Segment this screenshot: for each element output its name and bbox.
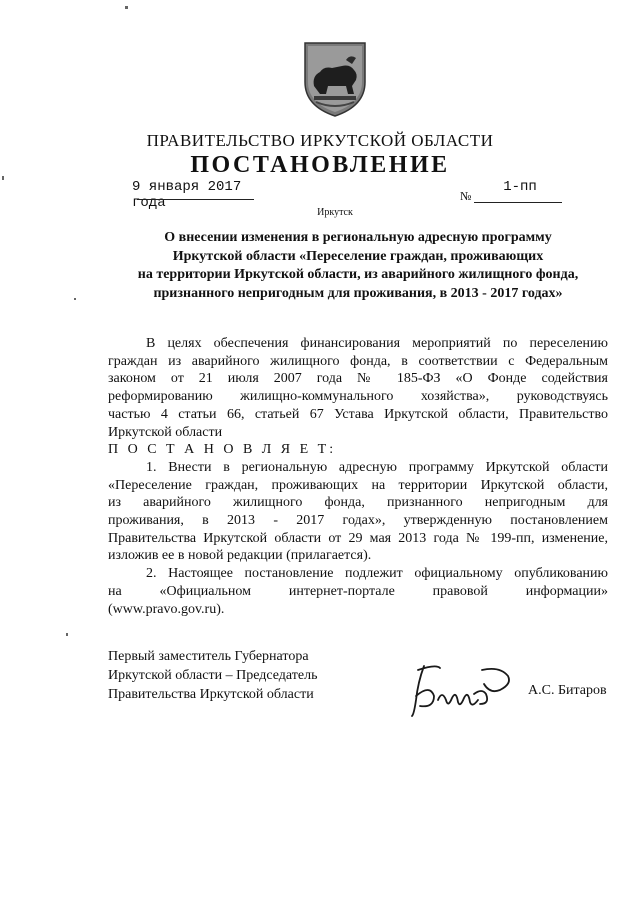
city-name: Иркутск <box>317 207 353 218</box>
heading-line: на территории Иркутской области, из аварийного жилищного фонда, <box>137 267 579 282</box>
government-name: ПРАВИТЕЛЬСТВО ИРКУТСКОЙ ОБЛАСТИ <box>146 131 494 150</box>
document-heading <box>108 229 608 303</box>
signatory-name: А.С. Битаров <box>528 683 607 698</box>
preamble-line: законом от 21 июля 2007 года № 185-ФЗ «О Фонде содействия <box>108 371 608 387</box>
document-number: 1-пп <box>503 179 537 195</box>
date-underline <box>137 199 254 200</box>
preamble-line: реформированию жилищно-коммунального хозяйства», руководствуясь <box>108 389 608 405</box>
item2-line: (www.pravo.gov.ru). <box>108 601 225 617</box>
number-sign: № <box>460 189 472 203</box>
heading-line: О внесении изменения в региональную адресную программу <box>164 230 552 245</box>
document-date: 9 января 2017 года <box>132 179 242 211</box>
heading-line: Иркутской области «Переселение граждан, проживающих <box>172 248 544 264</box>
decree-word: П О С Т А Н О В Л Я Е Т: <box>108 442 337 458</box>
preamble-line: частью 4 статьи 66, статьей 67 Устава Иркутской области, Правительство <box>108 406 608 422</box>
item1-line: «Переселение граждан, проживающих на территории Иркутской области, <box>108 477 608 493</box>
handwritten-signature <box>404 660 516 718</box>
heading-line: признанного непригодным для проживания, в 2013 - 2017 годах» <box>153 285 563 301</box>
document-type-title: ПОСТАНОВЛЕНИЕ <box>190 152 450 178</box>
signatory-position <box>108 647 317 704</box>
item2-line: на «Официальном интернет-портале правовой информации» <box>108 583 608 599</box>
item1-line: изложив ее в новой редакции (прилагается). <box>108 548 372 564</box>
scan-mark <box>125 6 128 9</box>
item1-line: проживания, в 2013 - 2017 годах», утвержденную постановлением <box>108 513 608 529</box>
preamble-line: граждан из аварийного жилищного фонда, в соответствии с Федеральным <box>108 353 608 369</box>
item1-line: из аварийного жилищного фонда, признанного непригодным для <box>108 495 608 511</box>
item1-line: 1. Внести в региональную адресную программу Иркутской области <box>146 459 608 475</box>
document-body <box>108 335 608 618</box>
item2-line: 2. Настоящее постановление подлежит официальному опубликованию <box>146 566 608 582</box>
preamble-line: Иркутской области <box>108 424 223 440</box>
coat-of-arms-icon <box>302 40 368 118</box>
item1-line: Правительства Иркутской области от 29 мая 2013 года № 199-пп, изменение, <box>108 530 608 546</box>
position-line: Иркутской области – Председатель <box>108 668 318 683</box>
scan-mark <box>66 633 68 636</box>
position-line: Первый заместитель Губернатора <box>108 649 309 664</box>
number-underline <box>474 202 562 203</box>
position-line: Правительства Иркутской области <box>108 687 314 702</box>
preamble-line: В целях обеспечения финансирования мероприятий по переселению <box>146 336 608 351</box>
scan-mark <box>74 298 76 300</box>
scan-mark <box>2 176 4 180</box>
